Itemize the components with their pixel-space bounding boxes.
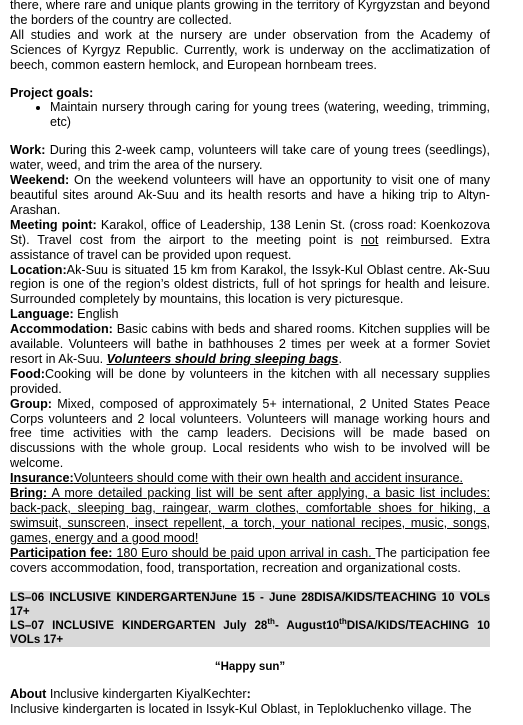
camp-ls07-sup-2: th — [339, 616, 347, 626]
fee-paragraph — [10, 546, 490, 576]
location-label: Location: — [10, 262, 67, 277]
meeting-text-before: Karakol, office of Leadership, 138 Lenin St. (cross road: Koenkozova St). Travel cost from the airport to the meeting point is — [10, 217, 490, 247]
work-label: Work: — [10, 143, 46, 158]
camp-ls07-sup-1: th — [267, 616, 275, 626]
meeting-not: not — [360, 232, 379, 247]
group-paragraph — [10, 397, 490, 472]
closing-line: Inclusive kindergarten is located in Issyk-Kul Oblast, in Teplokluchenko village. The — [10, 702, 472, 717]
camp-ls07 — [10, 616, 490, 647]
meeting-paragraph — [10, 218, 490, 263]
meeting-text-after: reimbursed. Extra assistance of travel can be provided upon request. — [10, 232, 490, 262]
camp-ls07-part-c: DISA/KIDS/TEACHING 10 VOLs 17+ — [10, 618, 490, 646]
accommodation-label: Accommodation: — [10, 322, 113, 337]
insurance-label: Insurance: — [10, 471, 74, 486]
goals-list-item: • Maintain nursery through caring for young trees (watering, weeding, trimming, etc) — [50, 100, 490, 130]
work-text: During this 2-week camp, volunteers will take care of young trees (seedlings), water, weed, and trim the area of the nursery. — [10, 143, 490, 173]
group-text: Mixed, composed of approximately 5+ international, 2 United States Peace Corps volunteers and 2 local volunteers. Volunteers will manage working hours and free time activities with the camp leaders. Decisions will be made based on discussions with the whole group. Local residents who wish to be involved will be welcome. — [10, 396, 490, 471]
bring-paragraph — [10, 486, 490, 546]
group-label: Group: — [10, 396, 52, 411]
meeting-label: Meeting point: — [10, 217, 97, 232]
intro-line-2: All studies and work at the nursery are under observation from the Academy of Sciences of Kyrgyz Republic. Currently, work is underway on the acclimatization of beech, common eastern hemlock, and European hornbeam trees. — [10, 27, 490, 72]
language-paragraph — [10, 307, 490, 322]
fee-label: Participation fee: — [10, 545, 113, 560]
camp-ls07-part-a: LS–07 INCLUSIVE KINDERGARTEN July 28 — [10, 618, 268, 632]
fee-underlined: 180 Euro should be paid upon arrival in cash. — [112, 545, 376, 560]
goals-heading-label: Project goals: — [10, 85, 94, 100]
location-paragraph — [10, 263, 490, 308]
insurance-paragraph — [10, 471, 490, 486]
fee-text: The participation fee covers accommodation, food, transportation, recreation and organizational costs. — [10, 545, 490, 575]
about-text: Inclusive kindergarten KiyalKechter — [46, 687, 247, 702]
intro-line-1: there, where rare and unique plants growing in the territory of Kyrgyzstan and beyond the borders of the country are collected. — [10, 0, 490, 27]
about-label: About — [10, 687, 47, 702]
about-paragraph — [10, 687, 490, 702]
camp-ls07-part-b: - August10 — [274, 618, 340, 632]
bring-text: A more detailed packing list will be sent after applying, a basic list includes: back-pack, sleeping bag, raingear, warm clothes, comfortable shoes for hiking, a swimsuit, sunscreen, insect repellent, a torch, your national recipes, music, songs, games, energy and a good mood! — [10, 486, 490, 545]
goals-heading — [10, 86, 490, 101]
weekend-paragraph — [10, 173, 490, 218]
accommodation-paragraph — [10, 322, 490, 367]
language-label: Language: — [10, 307, 74, 322]
location-text: Ak-Suu is situated 15 km from Karakol, the Issyk-Kul Oblast centre. Ak-Suu region is one of the region’s oldest districts, full of hot springs for health and leisure. Surrounded completely by mountains, this location is very picturesque. — [10, 262, 490, 307]
language-text: English — [73, 307, 119, 322]
about-colon: : — [246, 687, 251, 702]
food-label: Food: — [10, 366, 45, 381]
work-paragraph — [10, 143, 490, 173]
insurance-text: Volunteers should come with their own health and accident insurance. — [73, 471, 463, 486]
camp-ls06 — [10, 591, 490, 619]
intro-paragraph — [10, 0, 490, 73]
accommodation-end: . — [338, 351, 342, 366]
accommodation-emphasis: Volunteers should bring sleeping bags — [106, 351, 339, 366]
goals-list — [10, 100, 490, 130]
weekend-text: On the weekend volunteers will have an opportunity to visit one of many beautiful sites around Ak-Suu and its health resorts and have a hiking trip to Altyn-Arashan. — [10, 173, 490, 217]
weekend-label: Weekend: — [10, 173, 70, 188]
accommodation-text: Basic cabins with beds and shared rooms. Kitchen supplies will be available. Volunteers will bathe in bathhouses 2 times per week at a former Soviet resort in Ak-Suu. — [10, 322, 490, 366]
camp-ls06-text: LS–06 INCLUSIVE KINDERGARTENJune 15 - June 28DISA/KIDS/TEACHING 10 VOLs 17+ — [10, 590, 490, 618]
food-paragraph — [10, 367, 490, 397]
food-text: Cooking will be done by volunteers in the kitchen with all necessary supplies provided. — [10, 366, 490, 396]
happy-sun-title: “Happy sun” — [214, 660, 286, 673]
bring-label: Bring: — [10, 486, 48, 501]
